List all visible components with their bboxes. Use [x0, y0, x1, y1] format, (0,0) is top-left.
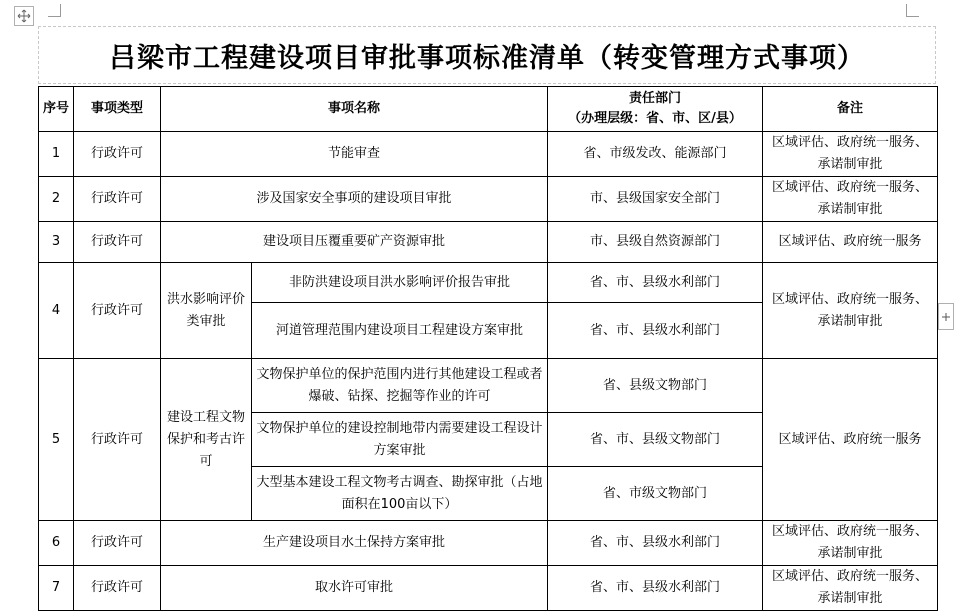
row-sub-name: 河道管理范围内建设项目工程建设方案审批: [252, 303, 548, 359]
row-sub-dept: 省、市、县级文物部门: [548, 413, 763, 467]
row-sub-name: 文物保护单位的保护范围内进行其他建设工程或者爆破、钻探、挖掘等作业的许可: [252, 359, 548, 413]
row-type: 行政许可: [74, 566, 161, 611]
row-type: 行政许可: [74, 222, 161, 263]
row-no: 5: [39, 359, 74, 521]
table-row: [39, 566, 938, 611]
table-row: [39, 177, 938, 222]
page-corner-mark: [48, 4, 61, 17]
row-name: 涉及国家安全事项的建设项目审批: [161, 177, 548, 222]
row-category: 洪水影响评价类审批: [161, 263, 252, 359]
row-type: 行政许可: [74, 263, 161, 359]
document-title: 吕梁市工程建设项目审批事项标准清单（转变管理方式事项）: [38, 26, 936, 84]
header-remark: 备注: [763, 87, 938, 132]
move-icon: [17, 9, 31, 23]
row-sub-dept: 省、市级文物部门: [548, 467, 763, 521]
header-name: 事项名称: [161, 87, 548, 132]
row-name: 节能审查: [161, 132, 548, 177]
table-row: [39, 359, 938, 413]
row-remark: 区域评估、政府统一服务、承诺制审批: [763, 566, 938, 611]
table-row: [39, 263, 938, 303]
row-sub-name: 非防洪建设项目洪水影响评价报告审批: [252, 263, 548, 303]
row-sub-name: 文物保护单位的建设控制地带内需要建设工程设计方案审批: [252, 413, 548, 467]
table-move-handle[interactable]: [14, 6, 34, 26]
row-no: 1: [39, 132, 74, 177]
row-dept: 省、市、县级水利部门: [548, 521, 763, 566]
header-dept-level: （办理层级：省、市、区/县）: [568, 111, 742, 126]
table-row: [39, 132, 938, 177]
row-sub-dept: 省、市、县级水利部门: [548, 263, 763, 303]
row-remark: 区域评估、政府统一服务、承诺制审批: [763, 263, 938, 359]
row-type: 行政许可: [74, 132, 161, 177]
row-sub-dept: 省、县级文物部门: [548, 359, 763, 413]
table-header-row: [39, 87, 938, 132]
row-remark: 区域评估、政府统一服务: [763, 222, 938, 263]
row-name: 取水许可审批: [161, 566, 548, 611]
row-type: 行政许可: [74, 521, 161, 566]
row-no: 4: [39, 263, 74, 359]
row-dept: 省、市、县级水利部门: [548, 566, 763, 611]
row-remark: 区域评估、政府统一服务、承诺制审批: [763, 521, 938, 566]
table-row: [39, 222, 938, 263]
row-no: 2: [39, 177, 74, 222]
row-sub-dept: 省、市、县级水利部门: [548, 303, 763, 359]
plus-icon: [941, 312, 951, 322]
header-dept: [548, 87, 763, 132]
row-remark: 区域评估、政府统一服务、承诺制审批: [763, 132, 938, 177]
header-no: 序号: [39, 87, 74, 132]
row-remark: 区域评估、政府统一服务: [763, 359, 938, 521]
header-dept-title: 责任部门: [629, 91, 682, 106]
approval-table: [38, 86, 938, 611]
row-remark: 区域评估、政府统一服务、承诺制审批: [763, 177, 938, 222]
row-name: 生产建设项目水土保持方案审批: [161, 521, 548, 566]
row-no: 3: [39, 222, 74, 263]
header-type: 事项类型: [74, 87, 161, 132]
row-category: 建设工程文物保护和考古许可: [161, 359, 252, 521]
row-dept: 省、市级发改、能源部门: [548, 132, 763, 177]
table-row: [39, 521, 938, 566]
row-sub-name: 大型基本建设工程文物考古调查、勘探审批（占地面积在100亩以下）: [252, 467, 548, 521]
page-corner-mark: [906, 4, 919, 17]
add-column-button[interactable]: [938, 303, 954, 330]
row-dept: 市、县级自然资源部门: [548, 222, 763, 263]
row-no: 6: [39, 521, 74, 566]
row-no: 7: [39, 566, 74, 611]
row-dept: 市、县级国家安全部门: [548, 177, 763, 222]
row-type: 行政许可: [74, 359, 161, 521]
row-type: 行政许可: [74, 177, 161, 222]
row-name: 建设项目压覆重要矿产资源审批: [161, 222, 548, 263]
